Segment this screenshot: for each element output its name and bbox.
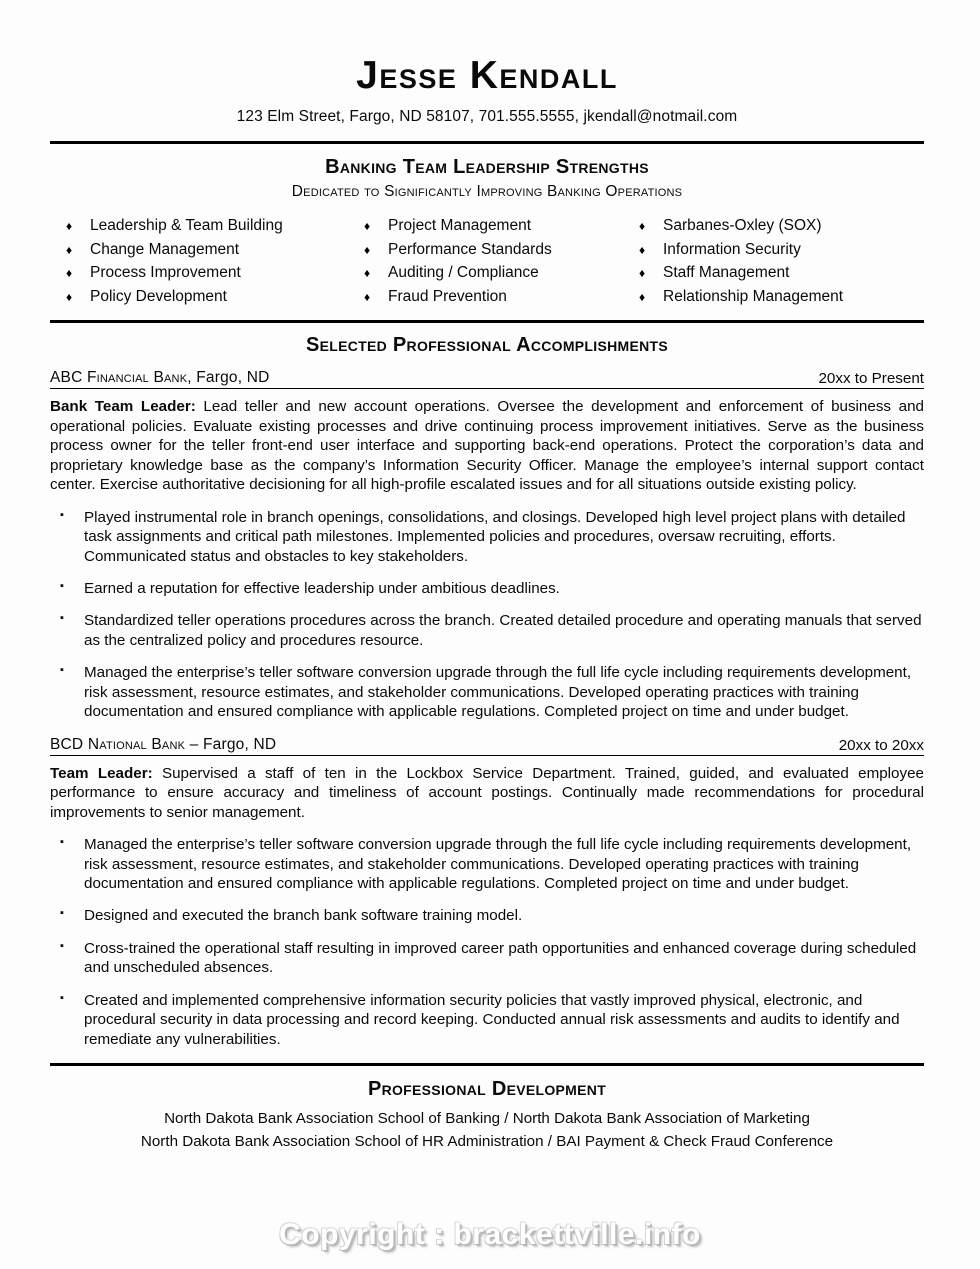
strengths-title: Banking Team Leadership Strengths <box>325 156 649 178</box>
square-bullet-icon: ▪ <box>60 580 64 592</box>
strengths-column-3 <box>639 217 914 311</box>
job-role-title: Bank Team Leader: <box>50 398 196 416</box>
divider-accomplishments <box>50 1063 924 1066</box>
job-summary <box>50 764 924 822</box>
diamond-bullet-icon: ♦ <box>66 266 73 281</box>
diamond-bullet-icon: ♦ <box>66 219 73 233</box>
strengths-column-2 <box>364 217 639 311</box>
strength-label: Leadership & Team Building <box>90 217 283 234</box>
strength-label: Staff Management <box>663 264 790 282</box>
development-line: North Dakota Bank Association School of HR Administration / BAI Payment & Check Fraud Conference <box>140 1132 834 1150</box>
strength-item <box>66 288 364 307</box>
job-dates: 20xx to 20xx <box>838 736 924 754</box>
square-bullet-icon: ▪ <box>60 508 64 521</box>
job-company <box>50 369 270 387</box>
bullet-item <box>50 611 924 650</box>
strength-item <box>364 241 639 260</box>
strength-item <box>66 241 364 260</box>
bullet-text: Standardized teller operations procedures across the branch. Created detailed procedure and operating manuals that served as the centralized policy and procedures resource. <box>84 612 922 649</box>
strength-label: Relationship Management <box>663 287 844 305</box>
bullet-text: Managed the enterprise’s teller software conversion upgrade through the full life cycle including requirements development, risk assessment, resource estimates, and stakeholder communications. Developed operating practices with training documentation and ensured compliance with applicable regulations. Completed project on time and under budget. <box>84 664 912 721</box>
diamond-bullet-icon: ♦ <box>364 266 371 281</box>
contact-line: 123 Elm Street, Fargo, ND 58107, 701.555.5555, jkendall@notmail.com <box>236 108 738 125</box>
job-header <box>50 736 924 756</box>
bullet-item <box>50 508 924 566</box>
copyright-watermark: Copyright : brackettville.info <box>279 1218 701 1251</box>
bullet-text: Played instrumental role in branch openings, consolidations, and closings. Developed high level project plans with detailed task assignments and critical path milestones. Implemented policies and procedures, oversaw recruiting, efforts. Communicated status and obstacles to key stakeholders. <box>84 508 906 565</box>
strength-item <box>66 264 364 283</box>
bullet-item <box>50 663 924 721</box>
square-bullet-icon: ▪ <box>60 939 64 952</box>
strength-item <box>364 264 639 283</box>
job-header <box>50 369 924 389</box>
resume-content <box>50 0 924 1154</box>
strength-label: Performance Standards <box>388 240 552 258</box>
job-bullet-list <box>50 508 924 722</box>
job-summary <box>50 397 924 494</box>
job-bullet-list <box>50 835 924 1049</box>
bullet-text: Cross-trained the operational staff resulting in improved career path opportunities and enhanced coverage during scheduled and unscheduled absences. <box>84 939 917 977</box>
strength-label: Sarbanes-Oxley (SOX) <box>663 217 822 234</box>
strength-item <box>639 217 914 236</box>
square-bullet-icon: ▪ <box>60 664 64 677</box>
strength-label: Fraud Prevention <box>388 287 507 305</box>
diamond-bullet-icon: ♦ <box>639 242 646 257</box>
job-company-name: ABC Financial Bank <box>50 369 188 387</box>
strength-label: Information Security <box>663 240 801 258</box>
diamond-bullet-icon: ♦ <box>639 266 646 281</box>
job-summary-text: Supervised a staff of ten in the Lockbox Service Department. Trained, guided, and evaluated employee performance to ensure accuracy and timeliness of account postings. Continually made recommendations for procedural improvements to senior management. <box>50 764 924 821</box>
bullet-item <box>50 835 924 893</box>
job-company-name: BCD National Bank <box>50 735 186 753</box>
strength-item <box>66 217 364 236</box>
job-location: – Fargo, ND <box>185 735 277 753</box>
strengths-subtitle: Dedicated to Significantly Improving Banking Operations <box>291 183 683 200</box>
development-line: North Dakota Bank Association School of Banking / North Dakota Bank Association of Marketing <box>164 1110 810 1128</box>
development-title: Professional Development <box>367 1078 607 1101</box>
bullet-text: Designed and executed the branch bank software training model. <box>84 907 523 925</box>
strength-item <box>639 264 914 283</box>
bullet-text: Earned a reputation for effective leadership under ambitious deadlines. <box>84 580 560 597</box>
strength-label: Process Improvement <box>90 264 241 282</box>
bullet-text: Created and implemented comprehensive information security policies that vastly improved physical, electronic, and procedural security in data processing and record keeping. Conducted annual risk assessments and audits to identify and remediate any vulnerabilities. <box>84 991 900 1048</box>
diamond-bullet-icon: ♦ <box>66 242 73 257</box>
bullet-text: Managed the enterprise’s teller software conversion upgrade through the full life cycle including requirements development, risk assessment, resource estimates, and stakeholder communications. Developed operating practices with training documentation and ensured compliance with applicable regulations. Completed project on time and under budget. <box>84 836 912 892</box>
job-company <box>50 736 276 754</box>
strength-label: Auditing / Compliance <box>388 264 539 282</box>
job-role-title: Team Leader: <box>50 764 153 782</box>
bullet-item <box>50 939 924 978</box>
divider-strengths <box>50 320 924 323</box>
job-dates: 20xx to Present <box>818 370 924 388</box>
strength-item <box>639 241 914 260</box>
diamond-bullet-icon: ♦ <box>364 289 371 304</box>
strength-label: Policy Development <box>90 287 227 305</box>
strengths-column-1 <box>66 217 364 311</box>
square-bullet-icon: ▪ <box>60 836 64 849</box>
bullet-item <box>50 579 924 598</box>
square-bullet-icon: ▪ <box>60 991 64 1004</box>
diamond-bullet-icon: ♦ <box>66 289 73 304</box>
square-bullet-icon: ▪ <box>60 907 64 920</box>
accomplishments-title: Selected Professional Accomplishments <box>305 334 669 357</box>
strength-item <box>639 288 914 307</box>
job-summary-text: Lead teller and new account operations. Oversee the development and enforcement of business and operational policies. Evaluate existing processes and drive continuing process improvement initiatives. Serve as the business process owner for the teller front-end user interface and supporting back-end operations. Protect the corporation’s data and proprietary knowledge base as the company’s Information Security Officer. Manage the employee’s internal support contact center. Exercise authoritative decisioning for all high-profile escalated issues and for all situations outside existing policy. <box>50 398 924 494</box>
diamond-bullet-icon: ♦ <box>364 242 371 257</box>
diamond-bullet-icon: ♦ <box>639 219 646 233</box>
strength-item <box>364 217 639 236</box>
bullet-item <box>50 906 924 925</box>
square-bullet-icon: ▪ <box>60 612 64 625</box>
job-location: , Fargo, ND <box>187 369 270 387</box>
divider-header <box>50 141 924 144</box>
strength-label: Change Management <box>90 240 240 258</box>
bullet-item <box>50 991 924 1049</box>
strength-item <box>364 288 639 307</box>
strengths-columns <box>50 217 924 311</box>
diamond-bullet-icon: ♦ <box>639 289 646 304</box>
strength-label: Project Management <box>388 217 532 234</box>
candidate-name: Jesse Kendall <box>356 54 618 97</box>
diamond-bullet-icon: ♦ <box>364 219 371 233</box>
